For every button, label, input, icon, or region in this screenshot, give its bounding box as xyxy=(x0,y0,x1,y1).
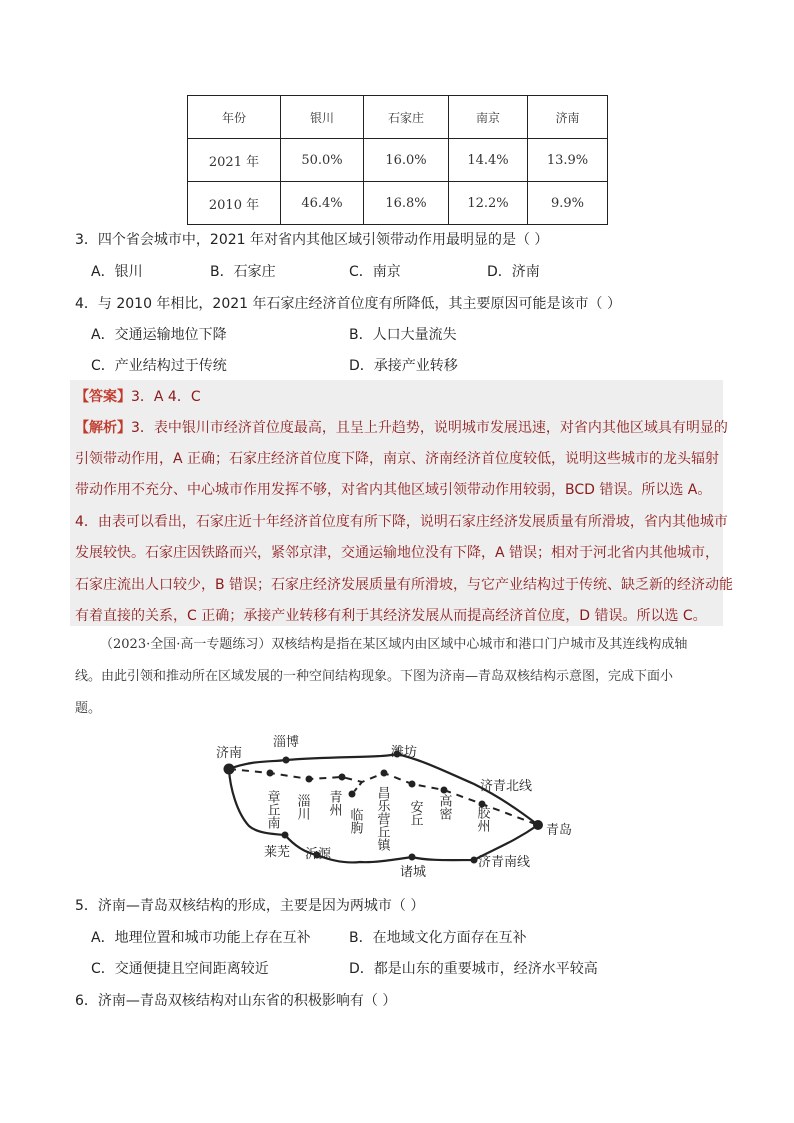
city-dot xyxy=(339,774,346,781)
city-dot xyxy=(267,770,274,777)
intro-line: 线。由此引领和推动所在区域发展的一种空间结构现象。下图为济南—青岛双核结构示意图，完成下面小 xyxy=(75,669,674,684)
city-dot xyxy=(282,832,289,839)
analysis-text: 3．表中银川市经济首位度最高，且呈上升趋势，说明城市发展迅速，对省内其他区域具有明显的 xyxy=(131,420,728,436)
city-dot xyxy=(283,757,290,764)
label-weifang: 潍坊 xyxy=(391,745,418,760)
table-row xyxy=(188,139,608,182)
label-jinan: 济南 xyxy=(216,746,243,761)
label-gaomi: 高密 xyxy=(436,794,452,820)
question-3-option-c: C．南京 xyxy=(349,264,401,280)
answer-line xyxy=(75,386,201,406)
table-header: 石家庄 xyxy=(364,96,449,139)
city-dot xyxy=(409,781,416,788)
table-cell: 12.2% xyxy=(449,182,528,225)
table-cell: 16.0% xyxy=(364,139,449,182)
table-cell: 46.4% xyxy=(281,182,364,225)
city-dot xyxy=(306,776,313,783)
question-5-stem: 5．济南—青岛双核结构的形成，主要是因为两城市（ ） xyxy=(75,898,425,914)
table-row xyxy=(188,182,608,225)
label-linqu: 临朐 xyxy=(347,808,363,834)
answer-text: 3．A 4．C xyxy=(131,389,201,405)
jinan-qingdao-map xyxy=(212,728,582,886)
city-dot xyxy=(441,787,448,794)
table-cell: 16.8% xyxy=(364,182,449,225)
question-5-option-c: C．交通便捷且空间距离较近 xyxy=(91,961,269,977)
table-cell: 9.9% xyxy=(528,182,608,225)
label-changle-yingqiu: 昌乐营丘镇 xyxy=(374,786,390,851)
question-3-option-b: B．石家庄 xyxy=(210,264,276,280)
label-jiqing-south: 济青南线 xyxy=(478,855,531,870)
table-cell: 2010 年 xyxy=(188,182,281,225)
table-header: 年份 xyxy=(188,96,281,139)
city-dot-jinan xyxy=(224,764,235,775)
answer-tag: 【答案】 xyxy=(75,389,131,405)
question-4-option-c: C．产业结构过于传统 xyxy=(91,358,227,374)
table-cell: 13.9% xyxy=(528,139,608,182)
analysis-tag: 【解析】 xyxy=(75,420,131,436)
question-5-option-a: A．地理位置和城市功能上存在互补 xyxy=(91,930,311,946)
label-laiwu: 莱芜 xyxy=(264,845,291,860)
question-4-option-a: A．交通运输地位下降 xyxy=(91,327,227,343)
table-header: 南京 xyxy=(449,96,528,139)
label-qingzhou: 青州 xyxy=(326,790,342,816)
table-header: 银川 xyxy=(281,96,364,139)
label-zhucheng: 诸城 xyxy=(400,865,427,880)
analysis-line xyxy=(75,417,728,437)
label-zibo: 淄博 xyxy=(273,735,300,750)
question-6-stem: 6．济南—青岛双核结构对山东省的积极影响有（ ） xyxy=(75,993,397,1009)
label-anqiu: 安丘 xyxy=(407,800,423,826)
label-zhangqiunan: 章丘南 xyxy=(264,790,280,829)
table-cell: 14.4% xyxy=(449,139,528,182)
question-5-option-d: D．都是山东的重要城市，经济水平较高 xyxy=(349,961,598,977)
analysis-line: 引领带动作用，A 正确；石家庄经济首位度下降，南京、济南经济首位度较低，说明这些城市的龙头辐射 xyxy=(75,451,720,467)
label-jiaozhou: 胶州 xyxy=(474,806,490,832)
analysis-line: 有着直接的关系，C 正确；承接产业转移有利于其经济发展从而提高经济首位度，D 错误。所以选 C。 xyxy=(75,608,707,624)
analysis-line: 4．由表可以看出，石家庄近十年经济首位度有所下降，说明石家庄经济发展质量有所滑坡，省内其他城市 xyxy=(75,514,728,530)
economic-primacy-table xyxy=(187,95,608,225)
label-zichuan: 淄川 xyxy=(294,794,310,820)
question-3-option-a: A．银川 xyxy=(91,264,143,280)
label-yiyuan: 沂源 xyxy=(305,847,332,862)
city-dot-qingdao xyxy=(533,820,543,830)
question-4-stem: 4．与 2010 年相比，2021 年石家庄经济首位度有所降低，其主要原因可能是该市（ ） xyxy=(75,296,621,312)
city-dot xyxy=(471,857,478,864)
question-5-option-b: B．在地域文化方面存在互补 xyxy=(349,930,527,946)
question-3-option-d: D．济南 xyxy=(487,264,540,280)
table-header-row xyxy=(188,96,608,139)
city-dot xyxy=(381,770,388,777)
question-3-stem: 3．四个省会城市中，2021 年对省内其他区域引领带动作用最明显的是（ ） xyxy=(75,232,549,248)
analysis-line: 石家庄流出人口较少，B 错误；石家庄经济发展质量有所滑坡，与它产业结构过于传统、缺乏新的经济动能 xyxy=(75,577,734,593)
analysis-line: 带动作用不充分、中心城市作用发挥不够，对省内其他区域引领带动作用较弱，BCD 错误。所以选 A。 xyxy=(75,482,712,498)
question-4-option-d: D．承接产业转移 xyxy=(349,358,458,374)
table-cell: 2021 年 xyxy=(188,139,281,182)
city-dot xyxy=(409,854,416,861)
city-dot xyxy=(349,791,356,798)
analysis-line: 发展较快。石家庄因铁路而兴，紧邻京津，交通运输地位没有下降，A 错误；相对于河北省内其他城市， xyxy=(75,545,720,561)
intro-line: 题。 xyxy=(75,701,102,716)
label-qingdao: 青岛 xyxy=(546,823,573,838)
label-jiqing-north: 济青北线 xyxy=(480,779,533,794)
table-cell: 50.0% xyxy=(281,139,364,182)
intro-line: （2023·全国·高一专题练习）双核结构是指在某区域内由区域中心城市和港口门户城市及其连线构成轴 xyxy=(100,637,688,652)
question-4-option-b: B．人口大量流失 xyxy=(349,327,457,343)
table-header: 济南 xyxy=(528,96,608,139)
